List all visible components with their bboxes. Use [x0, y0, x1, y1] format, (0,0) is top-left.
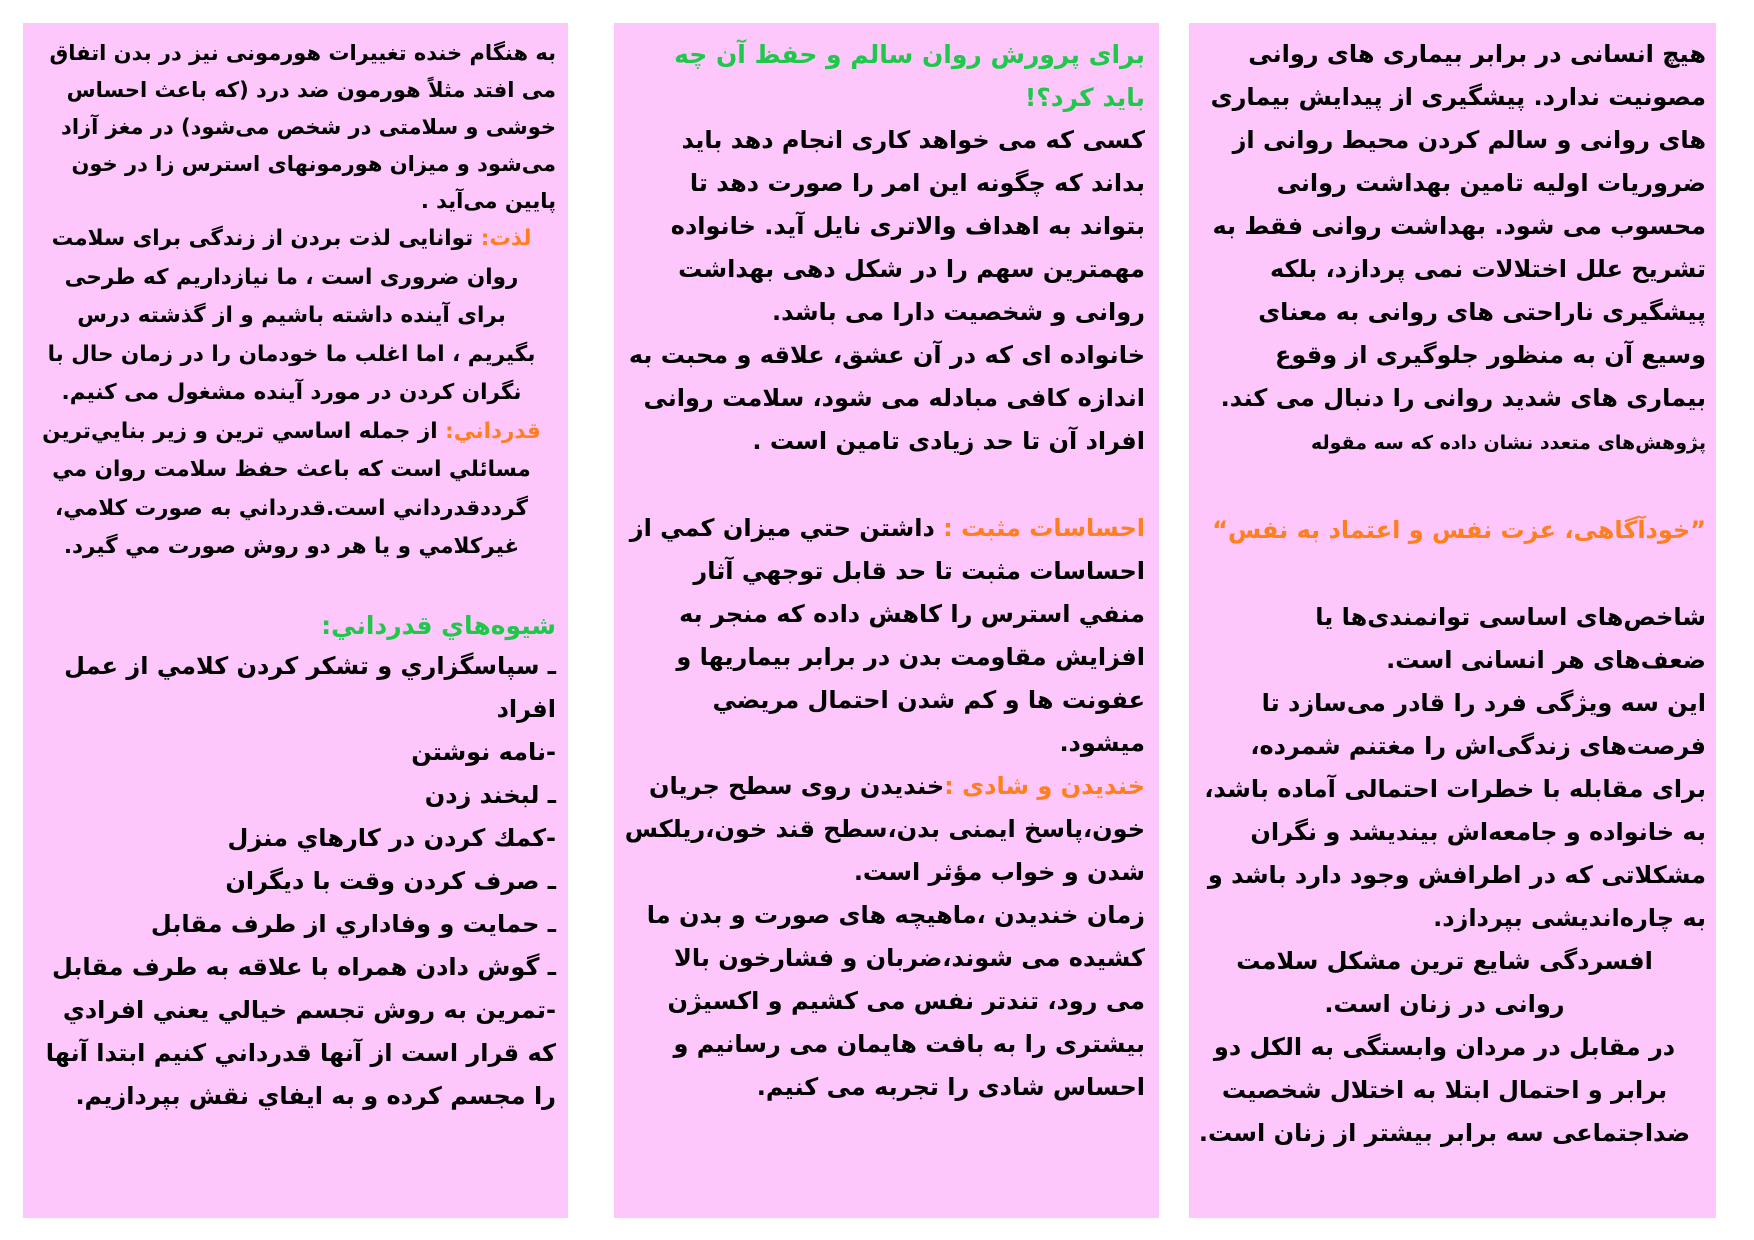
- laughter-label: خندیدن و شادی :: [944, 772, 1145, 800]
- paragraph: [624, 507, 1145, 765]
- pleasure-label: لذت:: [480, 226, 532, 251]
- paragraph: [624, 765, 1145, 894]
- list-item: -تمرين به روش تجسم خيالي يعني افرادي كه قرار است از آنها قدرداني كنيم ابتدا آنها را مجسم كرده و به ايفاي نقش بپردازيم.: [45, 996, 556, 1110]
- gratitude-text: از جمله اساسي ترين و زير بنايي‌ترين مسائلي است كه باعث حفظ سلامت روان مي گرددقدرداني است.قدرداني به صورت كلامي، غيركلامي و يا هر دو روش صورت مي گيرد.: [42, 418, 531, 559]
- quote-heading: ”خودآگاهی، عزت نفس و اعتماد به نفس“: [1212, 516, 1706, 544]
- paragraph: شاخص‌های اساسی توانمندی‌ها یا ضعف‌های هر انسانی است.: [1315, 603, 1706, 674]
- paragraph-text: هیچ انسانی در برابر بیماری های روانی مصونیت ندارد. پیشگیری از پیدایش بیماری های روانی و سالم کردن محیط روانی از ضروریات اولیه تامین بهداشت روانی محسوب می شود. بهداشت روانی فقط به تشریح علل اختلالات نمی پردازد، بلکه پیشگیری ناراحتی های روانی به معنای وسیع آن به منظور جلوگیری از وقوع بیماری های شدید روانی را دنبال: [1210, 40, 1706, 412]
- positive-feelings-label: احساسات مثبت :: [943, 514, 1145, 542]
- laughter-text: خندیدن روی سطح جریان خون،پاسخ ایمنی بدن،سطح قند خون،ریلکس شدن و خواب مؤثر است.: [624, 772, 1145, 886]
- list-item: ـ سپاسگزاري و تشكر كردن كلامي از عمل افراد: [64, 652, 556, 723]
- list-item: ـ صرف كردن وقت با ديگران: [225, 867, 556, 895]
- paragraph: [41, 220, 556, 413]
- panel-middle: [614, 23, 1159, 1218]
- gratitude-list: [41, 645, 556, 1118]
- section-heading: شيوه‌هاي قدرداني:: [321, 610, 556, 640]
- gratitude-label: قدرداني:: [445, 418, 541, 444]
- paragraph: افسردگی شایع ترین مشکل سلامت روانی در زنان است.: [1236, 947, 1653, 1018]
- paragraph: [1197, 33, 1706, 465]
- paragraph: کسی که می خواهد کاری انجام دهد باید بداند که چگونه این امر را صورت دهد تا بتواند به اهداف والاتری نایل آید. خانواده مهمترین سهم را در شکل دهی بهداشت روانی و شخصیت دارا می باشد.: [670, 126, 1145, 326]
- note-text: پژوهش‌های متعدد نشان داده که سه مقوله: [1310, 432, 1706, 454]
- list-item: -كمك كردن در كارهاي منزل: [227, 824, 556, 852]
- panel-left: [23, 23, 568, 1218]
- paragraph: می افتد مثلاً هورمون ضد درد (که باعث احساس خوشی و سلامتی در شخص می‌شود) در مغز آزاد می‌شود و میزان هورمونهای استرس زا در خون پایین می‌آید .: [61, 78, 556, 213]
- panel-right: [1189, 23, 1716, 1218]
- paragraph: [41, 413, 556, 567]
- paragraph: در مقابل در مردان وابستگی به الکل دو برابر و احتمال ابتلا به اختلال شخصیت ضداجتماعی سه برابر بیشتر از زنان است.: [1198, 1033, 1691, 1147]
- list-item: ـ گوش دادن همراه با علاقه به طرف مقابل: [51, 953, 556, 981]
- positive-feelings-text: داشتن حتي ميزان كمي از احساسات مثبت تا حد قابل توجهي آثار منفي استرس را كاهش داده كه منجر به افزايش مقاومت بدن در برابر بيماريها و عفونت ها و كم شدن احتمال مريضي ميشود.: [629, 514, 1145, 757]
- paragraph: این سه ویژگی فرد را قادر می‌سازد تا فرصت‌های زندگی‌اش را مغتنم شمرده، برای مقابله با خطرات احتمالی آماده باشد، به خانواده و جامعه‌اش بیندیشد و نگران مشکلاتی که در اطرافش وجود دارد باشد و به چاره‌اندیشی بپردازد.: [1204, 689, 1706, 932]
- paragraph: زمان خندیدن ،ماهیچه های صورت و بدن ما کشیده می شوند،ضربان و فشارخون بالا: [646, 901, 1145, 972]
- paragraph-text: می کند.: [1220, 384, 1315, 412]
- paragraph: خانواده ای که در آن عشق، علاقه و محبت به اندازه کافی مبادله می شود، سلامت روانی افراد آن تا حد زیادی تامین است .: [628, 341, 1145, 455]
- list-item: -نامه نوشتن: [411, 738, 556, 766]
- pleasure-text: توانایی لذت بردن از زندگی برای سلامت روان ضروری است ، ما نیازداریم که طرحی برای آینده داشته باشیم و از گذشته درس بگیریم ، اما اغلب ما خودمان را در زمان حال با نگران کردن در مورد آینده مشغول می کنیم.: [47, 226, 536, 405]
- list-item: ـ حمايت و وفاداري از طرف مقابل: [150, 910, 556, 938]
- list-item: ـ لبخند زدن: [424, 781, 556, 809]
- paragraph: به هنگام خنده تغییرات هورمونی نیز در بدن اتفاق: [49, 41, 556, 65]
- paragraph: می رود، تندتر نفس می کشیم و اکسیژن بیشتری را به بافت هایمان می رسانیم و احساس شادی را تجربه می کنیم.: [667, 987, 1145, 1101]
- section-heading: برای پرورش روان سالم و حفظ آن چه باید کرد؟!: [674, 40, 1145, 112]
